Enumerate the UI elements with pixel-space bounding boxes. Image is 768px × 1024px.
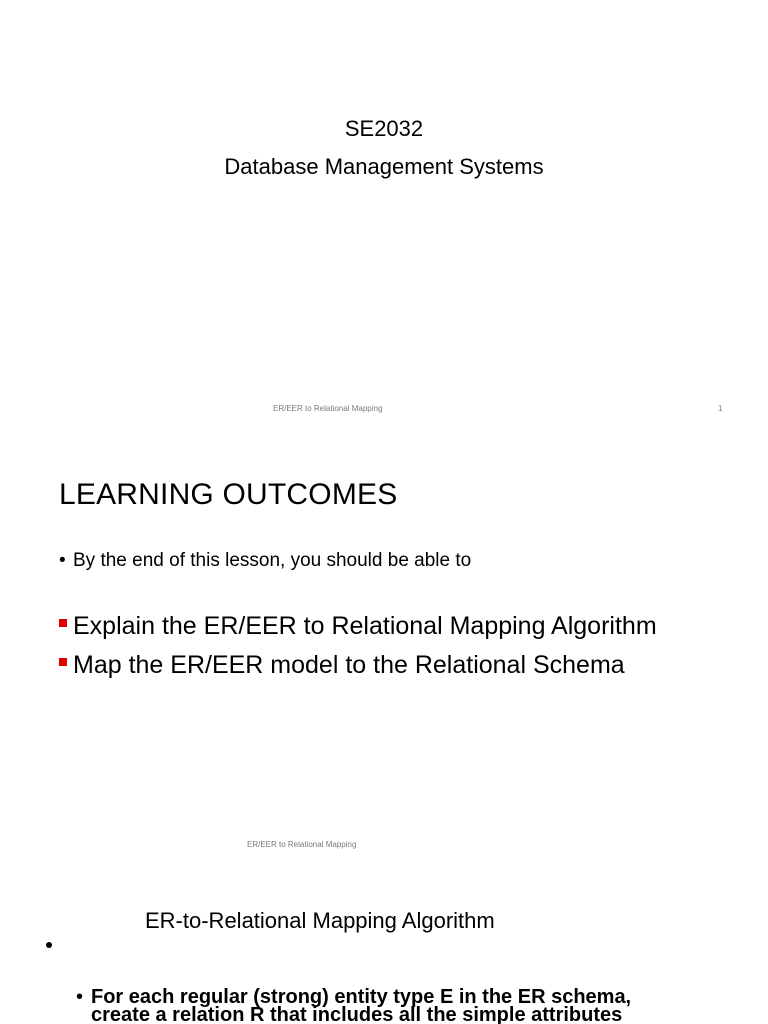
- red-square-bullet-icon: [59, 619, 67, 627]
- slide-footer: ER/EER to Relational Mapping: [273, 404, 383, 413]
- course-code: SE2032: [344, 116, 424, 141]
- list-item: [59, 645, 657, 684]
- course-title: Database Management Systems: [224, 154, 544, 179]
- objective-text: Explain the ER/EER to Relational Mapping Algorithm: [73, 611, 657, 640]
- intro-text: By the end of this lesson, you should be able to: [73, 550, 472, 571]
- slide-title: ER-to-Relational Mapping Algorithm: [145, 908, 495, 933]
- red-square-bullet-icon: [59, 658, 67, 666]
- intro-bullet: [59, 550, 471, 572]
- slide-3: [0, 860, 768, 1024]
- objective-text: Map the ER/EER model to the Relational Schema: [73, 650, 625, 679]
- slide-1: [0, 0, 768, 430]
- slide-title: LEARNING OUTCOMES: [59, 478, 398, 511]
- mapping-rule: [76, 988, 676, 1024]
- round-bullet-icon: [46, 942, 52, 948]
- slide-footer: ER/EER to Relational Mapping: [247, 840, 357, 849]
- round-bullet-icon: •: [76, 986, 84, 1008]
- slide-2: [0, 430, 768, 860]
- round-bullet-icon: •: [59, 550, 66, 571]
- rule-line: create a relation R that includes all the simple attributes: [91, 1004, 623, 1024]
- rule-line: For each regular (strong) entity type E in the ER schema,: [91, 986, 632, 1008]
- list-item: [59, 606, 657, 645]
- slide-number: 1: [718, 404, 723, 413]
- objectives-list: [59, 606, 657, 684]
